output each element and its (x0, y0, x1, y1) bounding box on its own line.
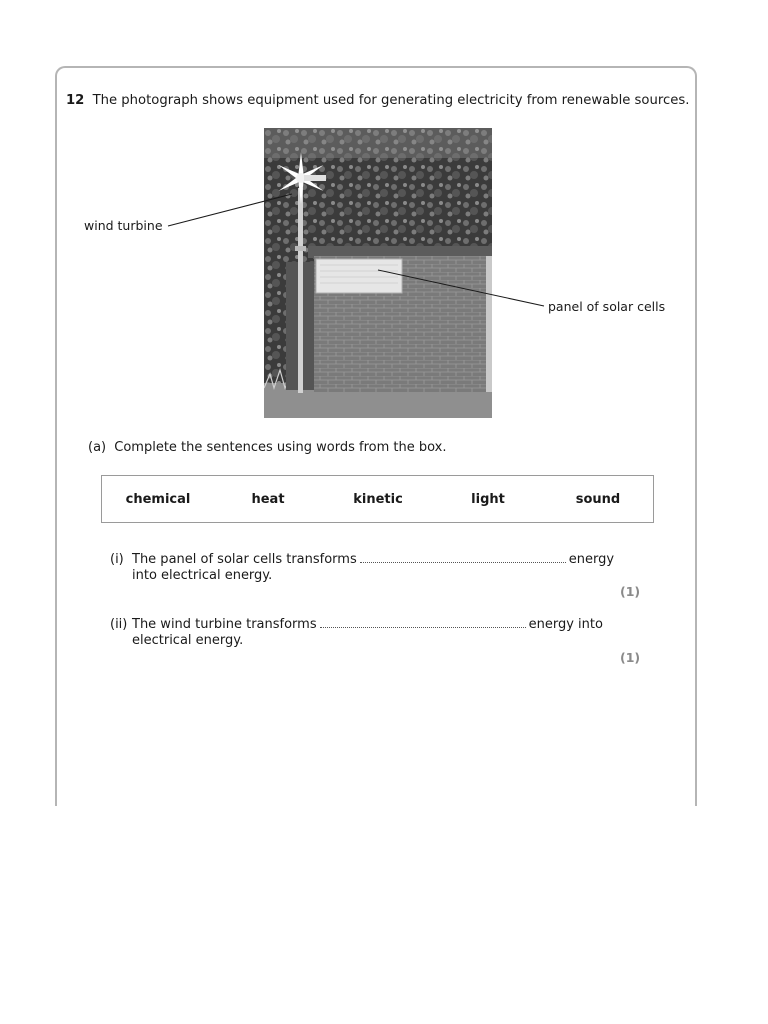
part-a-instruction (88, 440, 447, 455)
item-i-line1 (110, 552, 614, 567)
word-option: sound (575, 492, 621, 507)
item-ii-marks: (1) (620, 650, 641, 665)
word-option: kinetic (353, 492, 403, 507)
question-number: 12 (66, 93, 85, 108)
item-ii-line1 (110, 617, 603, 632)
item-ii-number: (ii) (110, 617, 128, 632)
item-ii-answer-line[interactable] (320, 617, 526, 628)
question-heading (66, 93, 689, 108)
item-i-text-before: The panel of solar cells transforms (132, 552, 357, 567)
solar-panel-label: panel of solar cells (548, 299, 666, 314)
item-ii-line2: electrical energy. (132, 633, 244, 648)
equipment-photo (264, 128, 492, 418)
wind-turbine-label: wind turbine (84, 218, 163, 233)
word-option: heat (251, 492, 285, 507)
item-ii-text-before: The wind turbine transforms (132, 617, 317, 632)
question-text: The photograph shows equipment used for generating electricity from renewable sources. (92, 93, 690, 108)
item-ii-text-after: energy into (528, 617, 603, 632)
word-option: chemical (125, 492, 191, 507)
part-a-text: Complete the sentences using words from the box. (114, 440, 447, 455)
item-i-answer-line[interactable] (360, 552, 566, 563)
item-i-number: (i) (110, 552, 124, 567)
item-i-marks: (1) (620, 584, 641, 599)
word-box (101, 475, 654, 523)
item-i-line2: into electrical energy. (132, 568, 273, 583)
part-a-label: (a) (88, 440, 107, 455)
word-option: light (471, 492, 505, 507)
item-i-text-after: energy (568, 552, 615, 567)
